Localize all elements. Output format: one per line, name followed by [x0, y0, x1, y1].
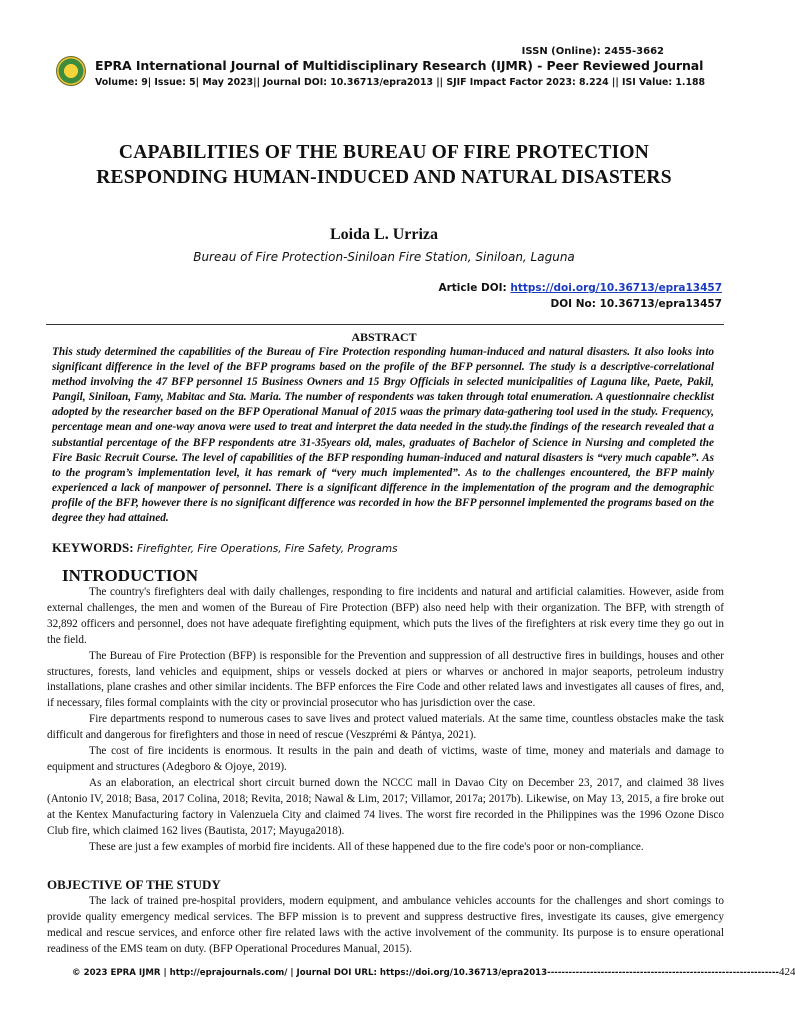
journal-logo [56, 56, 86, 86]
paper-title [40, 140, 728, 190]
keywords [52, 540, 732, 556]
objective-heading: OBJECTIVE OF THE STUDY [47, 877, 221, 892]
page-footer [72, 966, 795, 978]
abstract-heading: ABSTRACT [351, 330, 417, 344]
page-number: 424 [778, 966, 795, 978]
objective-paragraph: The lack of trained pre-hospital providers, modern equipment, and ambulance vehicles accounts for the challenges and short comings to provide quality emergency medical services. The BFP mission is to prevent and suppress destructive fires, investigate its causes, give emergency medical and rescue services, and enforce other fire related laws with the active involvement of the community. Its purpose is to ensure operational readiness of the EMS team on duty. (BFP Operational Procedures Manual, 2015). [47, 895, 724, 955]
author-affiliation: Bureau of Fire Protection-Siniloan Fire Station, Siniloan, Laguna [193, 250, 575, 264]
article-doi-label: Article DOI: [438, 282, 511, 294]
journal-name [95, 58, 703, 73]
title-line-1: CAPABILITIES OF THE BUREAU OF FIRE PROTECTION [118, 142, 650, 163]
journal-title: EPRA International Journal of Multidisciplinary Research (IJMR) [95, 58, 533, 73]
intro-paragraph: The country's firefighters deal with daily challenges, responding to fire incidents and natural and artificial calamities. However, aside from external challenges, the men and women of the Bureau of Fire Protection (BFP) also need help with their organization. The BFP, with strength of 32,892 officers and personnel, does not have adequate firefighting equipment, which puts the lives of the firefighters at risk every time they go out in the field. [47, 586, 724, 646]
volume-line: Volume: 9| Issue: 5| May 2023|| Journal DOI: 10.36713/epra2013 || SJIF Impact Factor 2023: 8.224 || ISI Value: 1.188 [95, 77, 706, 88]
intro-paragraph: As an elaboration, an electrical short circuit burned down the NCCC mall in Davao City on December 23, 2017, and claimed 38 lives (Antonio IV, 2018; Basa, 2017 Colina, 2018; Revita, 2018; Nawal & Lim, 2017; Villamor, 2017a; 2017b). Likewise, on May 13, 2015, a fire broke out at the Kentex Manufacturing factory in Valenzuela City and claimed 74 lives. The worst fire recorded in the Philippines was the 1996 Ozone Disco Club fire, which claimed 162 lives (Bautista, 2017; Mayuga2018). [47, 776, 724, 837]
abstract-divider [46, 324, 724, 325]
author-name: Loida L. Urriza [330, 226, 438, 243]
intro-paragraph: Fire departments respond to numerous cases to save lives and protect valued materials. At the same time, countless obstacles make the task difficult and dangerous for firefighters and those in need of rescue (Veszprémi & Pántya, 2021). [47, 713, 724, 742]
intro-paragraph: The Bureau of Fire Protection (BFP) is responsible for the Prevention and suppression of all destructive fires in buildings, houses and other structures, forests, land vehicles and equipment, ships or vessels docked at piers or wharves or anchored in major seaports, petroleum industry installations, plane crashes and other similar incidents. The BFP enforces the Fire Code and other related laws and investigates all causes of fires, and, if necessary, files formal complaints with the city or provincial prosecutor who has jurisdiction over the case. [47, 649, 724, 710]
doi-number: DOI No: 10.36713/epra13457 [550, 298, 722, 310]
keywords-value: Firefighter, Fire Operations, Fire Safety, Programs [133, 543, 398, 555]
intro-paragraph: The cost of fire incidents is enormous. It results in the pain and death of victims, waste of time, money and materials and damage to equipment and structures (Adegboro & Ojoye, 2019). [47, 745, 724, 773]
peer-reviewed-label: - Peer Reviewed Journal [532, 58, 704, 73]
introduction-heading: INTRODUCTION [62, 566, 199, 585]
issn-label: ISSN (Online): 2455-3662 [521, 46, 664, 57]
title-line-2: RESPONDING HUMAN-INDUCED AND NATURAL DISASTERS [96, 167, 672, 188]
objective-body [47, 894, 724, 958]
abstract-text: This study determined the capabilities of the Bureau of Fire Protection responding human-induced and natural disasters. It also looks into significant difference in the level of the BFP programs based on the profile of the BFP personnel. The study is a descriptive-correlational method involving the 47 BFP personnel 15 Business Owners and 15 Brgy Officials in selected municipalities of Laguna like, Paete, Pakil, Pangil, Siniloan, Famy, Mabitac and Sta. Maria. The number of respondents was taken through total enumeration. A questionnaire checklist adopted by the researcher based on the BFP Operational Manual of 2015 waas the primary data-gathering tool used in the study. Frequency, percentage mean and one-way anova were used to treat and interpret the data needed in the study.the findings of the research revealed that a substantial percentage of the BFP respondents atre 31-35years old, males, graduates of Bachelor of Science in Nursing and completed the Fire Basic Recruit Course. The level of capabilities of the BFP responding human-induced and natural disasters is “very much capable”. As to the program’s implementation level, it has remark of “very much implemented”. As to the challenges encountered, the BFP mainly experienced a lack of manpower of personnel. There is a significant difference in the implementation of the program and the demographic profile of the BFP, however there is no significant difference was recorded in how the BFP personnel implemented the programs based on the degree they had attained. [52, 346, 714, 525]
article-doi [438, 282, 722, 294]
intro-paragraph: These are just a few examples of morbid fire incidents. All of these happened due to the fire code's poor or non-compliance. [89, 840, 644, 853]
introduction-body [47, 585, 724, 855]
keywords-label: KEYWORDS: [52, 540, 134, 555]
article-doi-link[interactable]: https://doi.org/10.36713/epra13457 [510, 282, 722, 294]
footer-text: © 2023 EPRA IJMR | http://eprajournals.com/ | Journal DOI URL: https://doi.org/10.36713/epra2013----------------------------------------------------------------- [72, 968, 779, 978]
